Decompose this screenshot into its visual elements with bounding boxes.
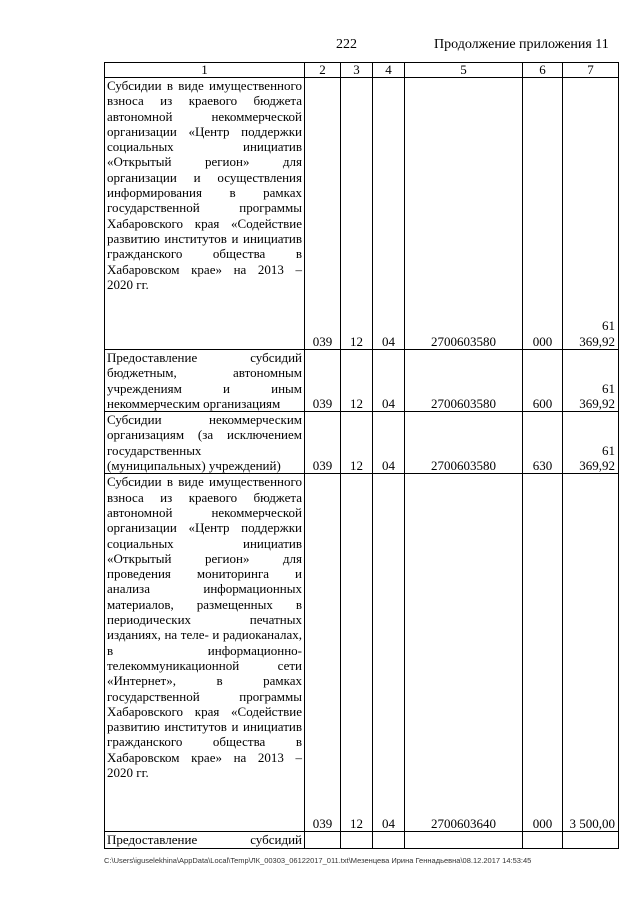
ministry-code: 039 [305, 474, 341, 832]
target-article-code [405, 832, 523, 848]
ministry-code: 039 [305, 350, 341, 412]
column-number: 3 [341, 63, 373, 78]
subsection-code: 04 [373, 474, 405, 832]
page-number: 222 [336, 37, 357, 52]
description-last-line: 2020 гг. [107, 765, 149, 781]
ministry-code [305, 832, 341, 848]
subsection-code: 04 [373, 350, 405, 412]
description-last-line: (муниципальных) учреждений) [107, 458, 281, 474]
row-description [105, 350, 305, 412]
target-article-code: 2700603580 [405, 350, 523, 412]
section-code: 12 [341, 474, 373, 832]
ministry-code: 039 [305, 78, 341, 350]
section-code: 12 [341, 350, 373, 412]
amount: 61 369,92 [563, 350, 619, 412]
continuation-title: Продолжение приложения 11 [434, 37, 609, 52]
subsection-code: 04 [373, 412, 405, 474]
table-row [105, 474, 619, 832]
amount: 61 369,92 [563, 412, 619, 474]
expense-type-code [523, 832, 563, 848]
section-code: 12 [341, 78, 373, 350]
row-description [105, 78, 305, 350]
row-description [105, 832, 305, 848]
expense-type-code: 600 [523, 350, 563, 412]
description-text: Субсидии в виде имущественного взноса из краевого бюджета автономной некоммерческой организации «Центр поддержки социальных инициатив «Открытый регион» для проведения мониторинга и анализа информационных материалов, размещенных в периодических печатных изданиях, на теле- и радиоканалах, в информационно-телекоммуникационной сети «Интернет», в рамках государственной программы Хабаровского края «Содействие развитию институтов и инициатив гражданского общества в Хабаровском крае» на 2013 – [107, 474, 302, 765]
column-number: 1 [105, 63, 305, 78]
subsection-code [373, 832, 405, 848]
expense-type-code: 630 [523, 412, 563, 474]
column-number: 6 [523, 63, 563, 78]
column-number: 5 [405, 63, 523, 78]
table-row [105, 350, 619, 412]
table-row [105, 832, 619, 848]
table-row [105, 412, 619, 474]
target-article-code: 2700603580 [405, 412, 523, 474]
description-last-line: 2020 гг. [107, 276, 149, 292]
row-description [105, 474, 305, 832]
ministry-code: 039 [305, 412, 341, 474]
amount [563, 832, 619, 848]
row-description [105, 412, 305, 474]
column-number-row [105, 63, 619, 78]
budget-table [104, 62, 619, 849]
table-row [105, 78, 619, 350]
subsection-code: 04 [373, 78, 405, 350]
target-article-code: 2700603580 [405, 78, 523, 350]
section-code [341, 832, 373, 848]
amount: 61 369,92 [563, 78, 619, 350]
description-text: Субсидии некоммерческим организациям (за исключением государственных [107, 412, 302, 458]
description-text: Предоставление субсидий [107, 832, 302, 848]
description-text: Предоставление субсидий бюджетным, автономным учреждениям и иным [107, 350, 302, 396]
description-last-line: некоммерческим организациям [107, 395, 281, 411]
expense-type-code: 000 [523, 78, 563, 350]
column-number: 7 [563, 63, 619, 78]
column-number: 2 [305, 63, 341, 78]
file-path-footer: C:\Users\iguselekhina\AppData\Local\Temp\ЛК_00303_06122017_011.txt\Мезенцева Ирина Геннадьевна\08.12.2017 14:53:45 [104, 856, 532, 865]
section-code: 12 [341, 412, 373, 474]
column-number: 4 [373, 63, 405, 78]
amount: 3 500,00 [563, 474, 619, 832]
description-text: Субсидии в виде имущественного взноса из краевого бюджета автономной некоммерческой организации «Центр поддержки социальных инициатив «Открытый регион» для организации и осуществления информирования в рамках государственной программы Хабаровского края «Содействие развитию институтов и инициатив гражданского общества в Хабаровском крае» на 2013 – [107, 78, 302, 277]
expense-type-code: 000 [523, 474, 563, 832]
target-article-code: 2700603640 [405, 474, 523, 832]
